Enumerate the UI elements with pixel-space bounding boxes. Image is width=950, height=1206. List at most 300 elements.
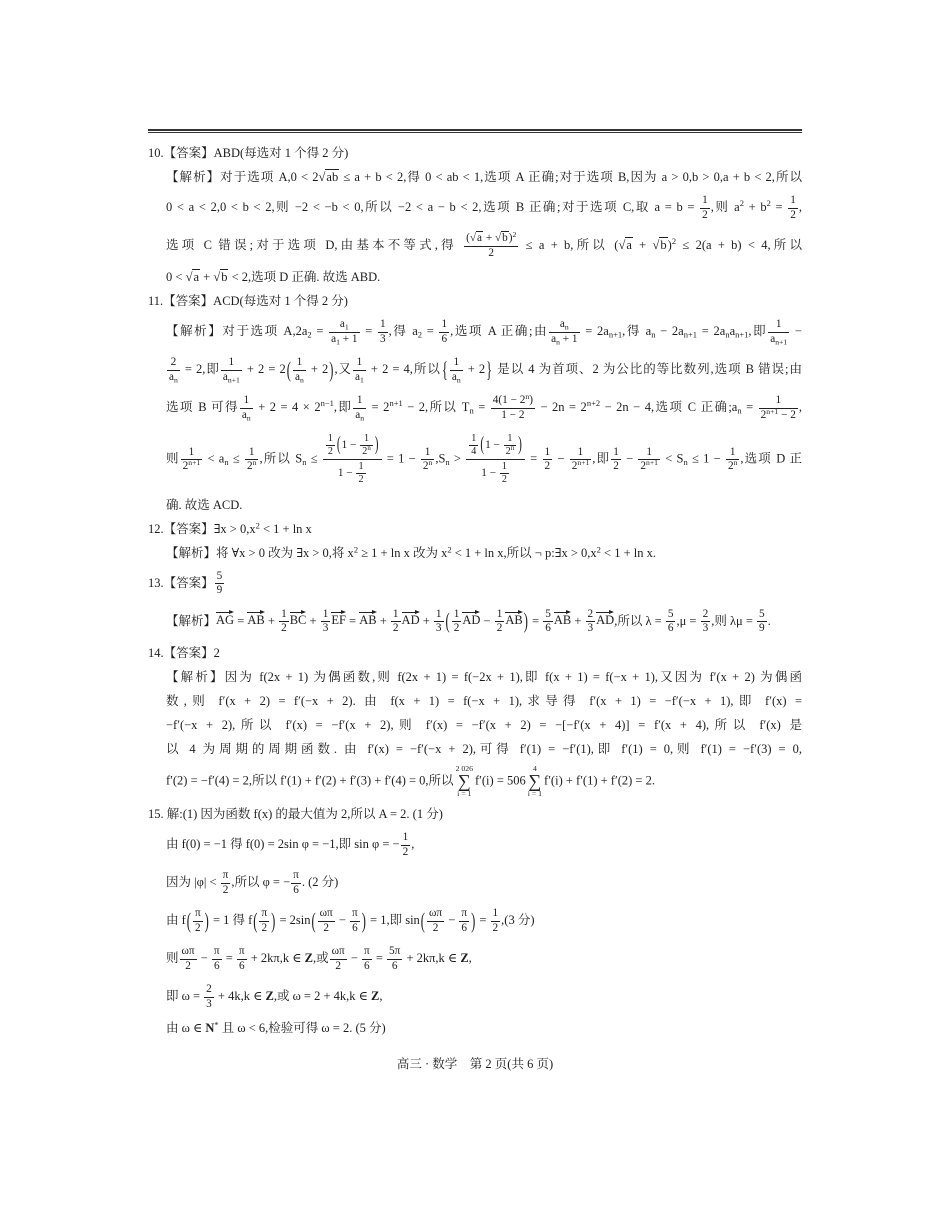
text-run: ( [466, 232, 470, 244]
text-run: 1 [281, 607, 287, 620]
text-run: 5 [759, 607, 765, 620]
text-run: 9 [759, 622, 765, 635]
fraction-numerator [495, 608, 505, 623]
fraction-numerator [204, 983, 214, 998]
fraction-denominator [459, 922, 469, 936]
text-run: + 2kπ,k ∈ [247, 951, 305, 966]
answer-paragraph [148, 313, 802, 517]
text-run: − [621, 451, 638, 466]
text-line [166, 1016, 802, 1040]
text-run: ) [508, 232, 513, 244]
fraction [321, 608, 331, 636]
fraction [181, 446, 203, 474]
fraction-denominator [611, 460, 621, 474]
superscript: n [525, 391, 530, 401]
text-run: a [729, 323, 736, 338]
fraction-numerator [439, 318, 449, 333]
text-run: 1 [380, 318, 386, 330]
fraction-denominator [353, 371, 366, 385]
fraction-denominator [491, 922, 501, 936]
text-run: 1 [775, 318, 782, 330]
fraction [326, 433, 335, 458]
fraction-numerator [237, 945, 247, 960]
vector: AD [401, 613, 420, 628]
text-run: 1 [358, 461, 364, 473]
text-run: 5 [216, 569, 223, 582]
text-line [166, 427, 802, 493]
fraction [180, 945, 197, 973]
header-rule [148, 129, 802, 133]
large-delimiter: ) [271, 908, 276, 934]
text-run: 4 [471, 446, 477, 458]
text-run: < 1 + ln x [259, 521, 312, 536]
text-run: 15. 解:(1) 因为函数 f(x) 的最大值为 2,所以 A = 2. (1 分) [148, 807, 443, 822]
text-run: 2 [422, 460, 429, 473]
text-run: a [339, 318, 345, 330]
fraction-numerator [666, 608, 676, 623]
text-run: 2 [571, 460, 578, 473]
superscript: n+1 [188, 458, 201, 468]
fraction [452, 608, 462, 636]
fraction [469, 433, 478, 458]
text-run: π [352, 907, 358, 920]
text-run: 1 − [485, 439, 503, 452]
text-run: 1 − [337, 467, 356, 480]
text-run: ωπ [428, 907, 443, 920]
text-run: 5 [667, 607, 674, 620]
summation [456, 765, 473, 799]
text-run: = 2a [580, 323, 609, 338]
fraction-numerator [464, 229, 518, 247]
large-delimiter: ) [523, 608, 528, 634]
fraction [353, 394, 366, 422]
text-run: a [355, 370, 361, 383]
fraction-numerator [180, 945, 197, 960]
fraction-numerator [401, 831, 411, 846]
fraction-denominator [500, 474, 509, 486]
text-run: 2 [195, 921, 201, 934]
fraction-numerator [427, 907, 444, 922]
fraction [570, 446, 592, 474]
text-run: 1 [492, 907, 499, 920]
text-run: π [238, 945, 245, 958]
fraction [491, 907, 501, 935]
text-run: ,得 a [388, 323, 418, 338]
text-run: a [770, 332, 776, 345]
large-delimiter: ( [253, 908, 258, 934]
text-run: 选项 C 错误;对于选项 D,由基本不等式,得 [166, 237, 464, 252]
fraction-denominator [360, 446, 373, 458]
text-run: π [461, 907, 468, 920]
fraction [768, 318, 789, 346]
text-run: 【解析】 [166, 613, 217, 628]
text-run: 2 [727, 460, 734, 473]
text-run: 由 f [166, 913, 186, 928]
text-run: 10.【答案】ABD(每选对 1 个得 2 分) [148, 146, 349, 160]
text-run: 2 [501, 474, 507, 486]
text-run: ,或 ω = 2 + 4k,k ∈ [273, 989, 372, 1004]
text-run: 6 [213, 959, 220, 972]
text-run: 2 [281, 622, 287, 635]
fraction-denominator [279, 622, 289, 636]
fraction-denominator [167, 371, 180, 385]
text-run: 1 [544, 445, 551, 458]
text-run: 2 [432, 921, 439, 934]
sum-upper-limit: 4 [532, 763, 537, 773]
fraction-denominator [204, 998, 214, 1012]
text-line [166, 761, 802, 803]
text-run: 12.【答案】∃x > 0,x [148, 521, 256, 536]
text-line [166, 165, 802, 189]
fraction-numerator [757, 608, 767, 623]
text-run: 2 [222, 883, 229, 896]
fraction-numerator [362, 945, 372, 960]
text-run: ,μ = [676, 613, 700, 628]
text-run: + [200, 270, 214, 284]
radicand [501, 231, 509, 244]
square-root [319, 169, 340, 184]
text-run: 1 [248, 445, 255, 458]
fraction-denominator [356, 474, 365, 486]
text-run: = [360, 323, 378, 338]
fraction [491, 391, 535, 422]
fraction [788, 194, 798, 222]
answer-paragraph [148, 978, 802, 1016]
fraction-denominator [450, 371, 463, 385]
fraction-denominator [504, 446, 517, 458]
page-footer: 高三 · 数学 第 2 页(共 6 页) [396, 1057, 554, 1072]
large-delimiter: ( [311, 908, 316, 934]
text-run: , [798, 199, 802, 214]
question-heading [148, 141, 802, 165]
fraction-denominator [757, 622, 767, 636]
text-run: ) [529, 394, 533, 406]
text-run: π [222, 869, 229, 882]
fraction [421, 446, 434, 474]
fraction-numerator [788, 194, 798, 209]
text-run: a [626, 237, 632, 252]
text-run: a [477, 232, 482, 244]
answer-paragraph [148, 603, 802, 641]
text-run: π [261, 907, 268, 920]
fraction-numerator [356, 461, 365, 474]
fraction-numerator [326, 433, 335, 446]
fraction-denominator [666, 622, 676, 636]
fraction-numerator [293, 356, 306, 371]
square-root [470, 231, 483, 244]
text-run: 2 [702, 208, 708, 221]
fraction-numerator [321, 608, 331, 623]
text-run: 1 [496, 607, 503, 620]
large-delimiter: ( [420, 908, 425, 934]
text-run: 1 [453, 356, 460, 368]
fraction [330, 945, 347, 973]
fraction [757, 608, 767, 636]
text-run: . (2 分) [301, 875, 339, 890]
text-run: + 2 [306, 361, 329, 376]
text-run: ab [326, 170, 339, 184]
fraction-denominator [466, 460, 525, 487]
text-run: = 2sin [276, 913, 311, 928]
fraction [279, 608, 289, 636]
fraction-numerator [469, 433, 478, 446]
superscript: n+1 [389, 398, 403, 409]
text-run: 1 [363, 433, 370, 444]
fraction [362, 945, 372, 973]
vector: AG [216, 613, 235, 628]
vector: AB [247, 613, 265, 628]
fraction-denominator [387, 960, 402, 974]
text-run: 0 < a < 2,0 < b < 2,则 −2 < −b < 0,所以 −2 < a − b < 2,选项 B 正确;对于选项 C,取 a = b = [166, 199, 700, 214]
text-run: = 1,即 sin [366, 913, 420, 928]
answer-paragraph [148, 665, 802, 803]
text-run: = 1 得 f [209, 913, 253, 928]
superscript: n+1 [646, 458, 658, 468]
fraction-numerator [318, 907, 335, 922]
text-run: 1 [453, 607, 460, 620]
text-run: ,即 [592, 451, 611, 466]
subscript: n [360, 412, 365, 422]
fraction [329, 318, 359, 346]
vector: AB [553, 613, 572, 628]
fraction [204, 983, 214, 1011]
fraction-numerator [450, 356, 463, 371]
text-run: − [553, 451, 569, 466]
text-run: ,得 a [622, 323, 652, 338]
fraction-numerator [611, 446, 621, 461]
text-run: a [451, 370, 457, 383]
sigma-symbol: ∑ [528, 771, 542, 792]
text-run: 2 [496, 622, 503, 635]
text-run: + [376, 613, 390, 628]
answer-paragraph [148, 1016, 802, 1040]
superscript: 2 [255, 519, 260, 530]
fraction [726, 446, 739, 474]
fraction-numerator [353, 394, 366, 409]
set-symbol: Z [265, 989, 274, 1004]
text-run: ,(3 分) [501, 913, 535, 928]
fraction [212, 945, 222, 973]
text-run: < 1 + ln x. [600, 545, 656, 560]
fraction-numerator [759, 394, 798, 409]
text-line [166, 351, 802, 389]
text-run: ωπ [181, 945, 195, 958]
large-delimiter: } [486, 356, 493, 383]
subscript: n [737, 405, 742, 416]
subscript: n [683, 457, 688, 468]
subscript: n [564, 322, 569, 332]
fraction [495, 608, 505, 636]
text-run: − 2,所以 T [402, 399, 470, 414]
text-run: < a [203, 451, 225, 466]
text-run: = [770, 199, 788, 214]
text-run: + 2 [463, 361, 486, 376]
fraction [391, 608, 401, 636]
text-run: ,所以 λ = [614, 613, 665, 628]
text-line [166, 713, 802, 737]
question-block [148, 565, 802, 641]
text-run: , [798, 399, 802, 414]
text-run: 2 [587, 607, 594, 620]
text-run: ,所以 φ = − [231, 875, 291, 890]
question-block [148, 517, 802, 565]
text-run: 1 [188, 445, 195, 458]
large-delimiter: ) [361, 908, 366, 934]
fraction [543, 446, 553, 474]
fraction-numerator [353, 356, 366, 371]
fraction-numerator [323, 432, 382, 460]
subscript: 1 [336, 336, 340, 346]
fraction [466, 432, 525, 488]
fraction-denominator [330, 960, 347, 974]
square-root [213, 269, 228, 284]
fraction [464, 229, 518, 260]
text-run: 3 [322, 622, 329, 635]
text-run: = [473, 399, 490, 414]
fraction-numerator [240, 394, 253, 409]
fraction-numerator [330, 945, 347, 960]
fraction-numerator [491, 907, 501, 922]
text-run: < S [660, 451, 684, 466]
fraction-denominator [221, 371, 242, 385]
superscript: 2 [739, 198, 744, 209]
square-root [186, 269, 200, 284]
fraction-denominator [321, 622, 331, 636]
fraction-denominator [491, 409, 535, 423]
text-run: + 1 [339, 332, 358, 345]
subscript: 1 [344, 322, 349, 332]
text-run: ≥ 1 + ln x 改为 x [358, 545, 448, 560]
text-run: 1 [435, 607, 442, 620]
fraction-denominator [586, 622, 596, 636]
fraction [360, 433, 373, 458]
text-run: 1 [775, 394, 782, 406]
set-symbol: Z [304, 951, 313, 966]
text-run: 1 [790, 194, 796, 206]
text-run: 2 [246, 460, 253, 473]
fraction-numerator [291, 869, 301, 884]
fraction-denominator [543, 460, 553, 474]
text-run: 2 [335, 959, 341, 972]
fraction-numerator [701, 608, 711, 623]
fraction-denominator [401, 846, 411, 860]
text-run: 1 [507, 433, 513, 444]
fraction [549, 318, 579, 346]
text-run: 【解析】对于选项 A,0 < 2 [166, 170, 319, 184]
fraction [193, 907, 203, 935]
text-run: −f′(−x + 2),所以 f′(x) = −f′(x + 2),则 f′(x) = −f′(x + 2) = −[−f′(x + 4)] = f′(x + 4),所以 f′(x) 是 [166, 717, 802, 732]
fraction [291, 869, 301, 897]
large-delimiter: ( [480, 433, 485, 456]
text-run: 由 f(0) = −1 得 f(0) = 2sin φ = −1,即 sin φ = − [166, 837, 400, 852]
text-run: 以 4 为周期的周期函数. 由 f′(x) = −f′(−x + 2),可得 f′(1) = −f′(1),即 f′(1) = 0,则 f′(1) = −f′(3) = 0, [166, 741, 802, 756]
text-run: − [347, 951, 361, 966]
text-run: − 2n − 4,选项 C 正确;a [600, 399, 738, 414]
radicand [476, 231, 483, 244]
subscript: n+1 [735, 329, 749, 340]
text-run: ) [667, 237, 672, 252]
fraction-denominator [452, 622, 462, 636]
text-run: 14.【答案】2 [148, 645, 220, 660]
text-run: 6 [352, 921, 358, 934]
fraction-denominator [768, 333, 789, 347]
superscript: n [510, 445, 515, 453]
text-run: 【解析】对于选项 A,2a [166, 323, 308, 338]
text-run: 2 [261, 921, 268, 934]
text-run: 2 [402, 845, 409, 858]
text-run: 1 [424, 445, 431, 458]
answer-paragraph [148, 826, 802, 864]
fraction [259, 907, 269, 935]
vector: EF [331, 613, 346, 628]
fraction [293, 356, 306, 384]
question-block [148, 802, 802, 1040]
text-run: a [559, 318, 565, 330]
fraction-denominator [212, 960, 222, 974]
text-run: = [476, 913, 490, 928]
text-run: 则 [166, 951, 179, 966]
fraction-numerator [360, 433, 373, 446]
text-run: 2 [640, 460, 647, 473]
text-run: 2 [702, 607, 709, 620]
text-line [166, 978, 802, 1016]
fraction [167, 356, 180, 384]
large-delimiter: { [441, 356, 448, 383]
text-run: > [449, 451, 466, 466]
text-run: a [355, 408, 361, 421]
text-run: . [767, 613, 771, 628]
text-run: 则 [166, 451, 180, 466]
radicand [192, 269, 200, 284]
text-run: 1 [613, 445, 619, 458]
text-run: 1 [702, 194, 708, 206]
subscript: n+1 [227, 374, 240, 384]
fraction [701, 608, 711, 636]
set-symbol: Z [460, 951, 469, 966]
text-run: ,又 [334, 361, 353, 376]
fraction [353, 356, 366, 384]
text-run: ωπ [319, 907, 333, 920]
fraction-denominator [464, 247, 518, 261]
text-run: 2 [327, 446, 333, 458]
fraction-numerator [167, 356, 180, 371]
text-run: 2 [613, 460, 619, 473]
text-run: 1 [327, 433, 333, 444]
fraction-numerator [700, 194, 710, 209]
text-run: , [411, 837, 415, 852]
text-run: 1 − [341, 439, 360, 452]
vector: AB [359, 613, 377, 628]
fraction-denominator [181, 460, 203, 474]
answer-paragraph [148, 940, 802, 978]
superscript: 2 [512, 229, 517, 239]
text-run: 确. 故选 ACD. [166, 497, 243, 512]
text-run: a [331, 332, 337, 345]
fraction-denominator [549, 333, 579, 347]
fraction-denominator [353, 409, 366, 423]
text-run: ,选项 D 正 [740, 451, 802, 466]
fraction-denominator [378, 333, 388, 347]
text-run: f′(2) = −f′(4) = 2,所以 f′(1) + f′(2) + f′(3) + f′(4) = 0,所以 [166, 773, 454, 788]
fraction-denominator [318, 922, 335, 936]
text-run: = [234, 613, 248, 628]
text-line [166, 737, 802, 761]
subscript: n [456, 374, 461, 384]
text-run: + 2 = 4,所以 [366, 361, 441, 376]
fraction [401, 831, 411, 859]
fraction-numerator [391, 608, 401, 623]
text-run: 2 [492, 921, 499, 934]
